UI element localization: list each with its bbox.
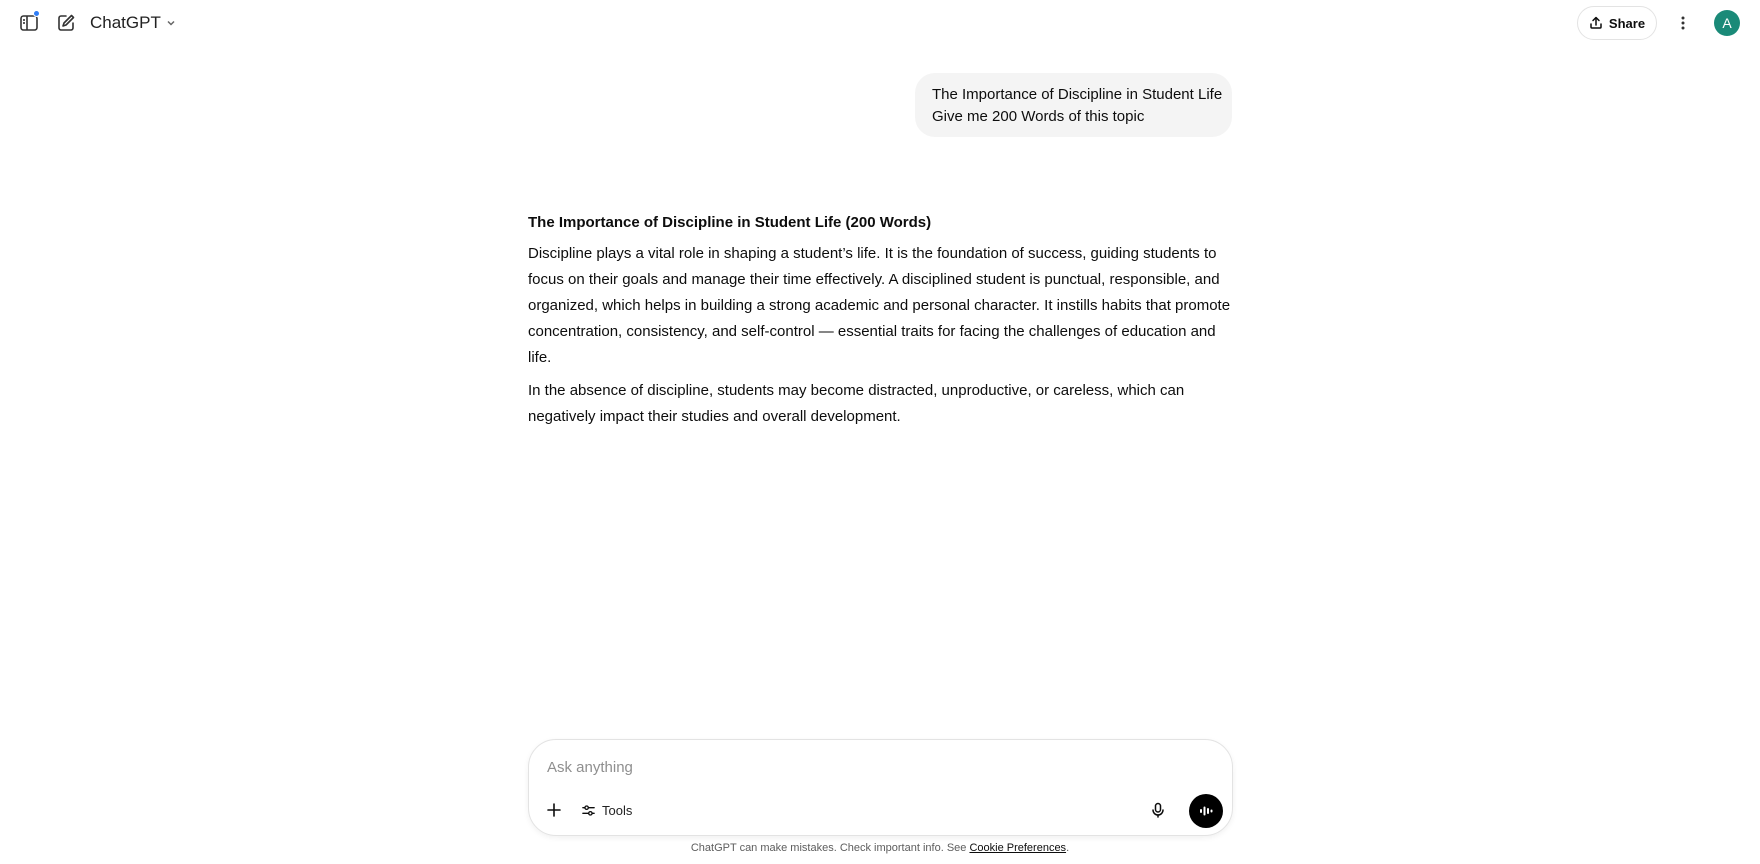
chevron-down-icon	[165, 17, 177, 29]
user-message-line: Give me 200 Words of this topic	[932, 108, 1145, 125]
new-chat-icon	[56, 13, 76, 33]
model-label: ChatGPT	[90, 13, 161, 32]
share-icon	[1589, 16, 1603, 30]
tools-label: Tools	[602, 802, 633, 818]
response-heading: The Importance of Discipline in Student Life (200 Words)	[528, 214, 932, 231]
message-composer	[528, 739, 1233, 836]
avatar[interactable]	[1714, 10, 1740, 36]
more-vertical-icon	[1675, 15, 1691, 31]
dictate-button[interactable]	[1143, 795, 1173, 825]
tools-icon	[581, 803, 596, 818]
response-paragraph: In the absence of discipline, students may become distracted, unproductive, or careless, which can negatively impact their studies and overall development.	[528, 382, 1185, 425]
avatar-initial: A	[1722, 15, 1732, 31]
notification-dot	[33, 10, 40, 17]
disclaimer	[0, 842, 1760, 854]
model-switcher[interactable]	[90, 10, 177, 36]
response-paragraph: Discipline plays a vital role in shaping a student’s life. It is the foundation of success, guiding students to focus on their goals and manage their time effectively. A disciplined student is punctual, responsible, and organized, which helps in building a strong academic and personal character. It instills habits that promote concentration, consistency, and self-control — essential traits for facing the challenges of education and life.	[528, 245, 1231, 366]
disclaimer-text: ChatGPT can make mistakes. Check important info. See	[690, 842, 970, 854]
share-label: Share	[1608, 15, 1646, 31]
microphone-icon	[1150, 802, 1166, 818]
user-message-line: The Importance of Discipline in Student Life	[932, 86, 1223, 103]
more-options-button[interactable]	[1668, 8, 1698, 38]
assistant-message	[528, 212, 1234, 437]
plus-icon	[546, 802, 562, 818]
new-chat-button[interactable]	[51, 8, 81, 38]
voice-mode-icon	[1198, 803, 1214, 819]
cookie-preferences-link[interactable]: Cookie Preferences	[969, 842, 1067, 854]
user-message	[915, 73, 1232, 137]
voice-mode-button[interactable]	[1189, 794, 1223, 828]
prompt-input[interactable]	[547, 754, 1147, 780]
sidebar-toggle-button[interactable]	[14, 8, 44, 38]
add-attachment-button[interactable]	[539, 795, 569, 825]
share-button[interactable]	[1577, 6, 1657, 40]
tools-button[interactable]	[577, 797, 636, 823]
disclaimer-suffix: .	[1066, 842, 1070, 854]
top-bar	[0, 0, 1760, 46]
